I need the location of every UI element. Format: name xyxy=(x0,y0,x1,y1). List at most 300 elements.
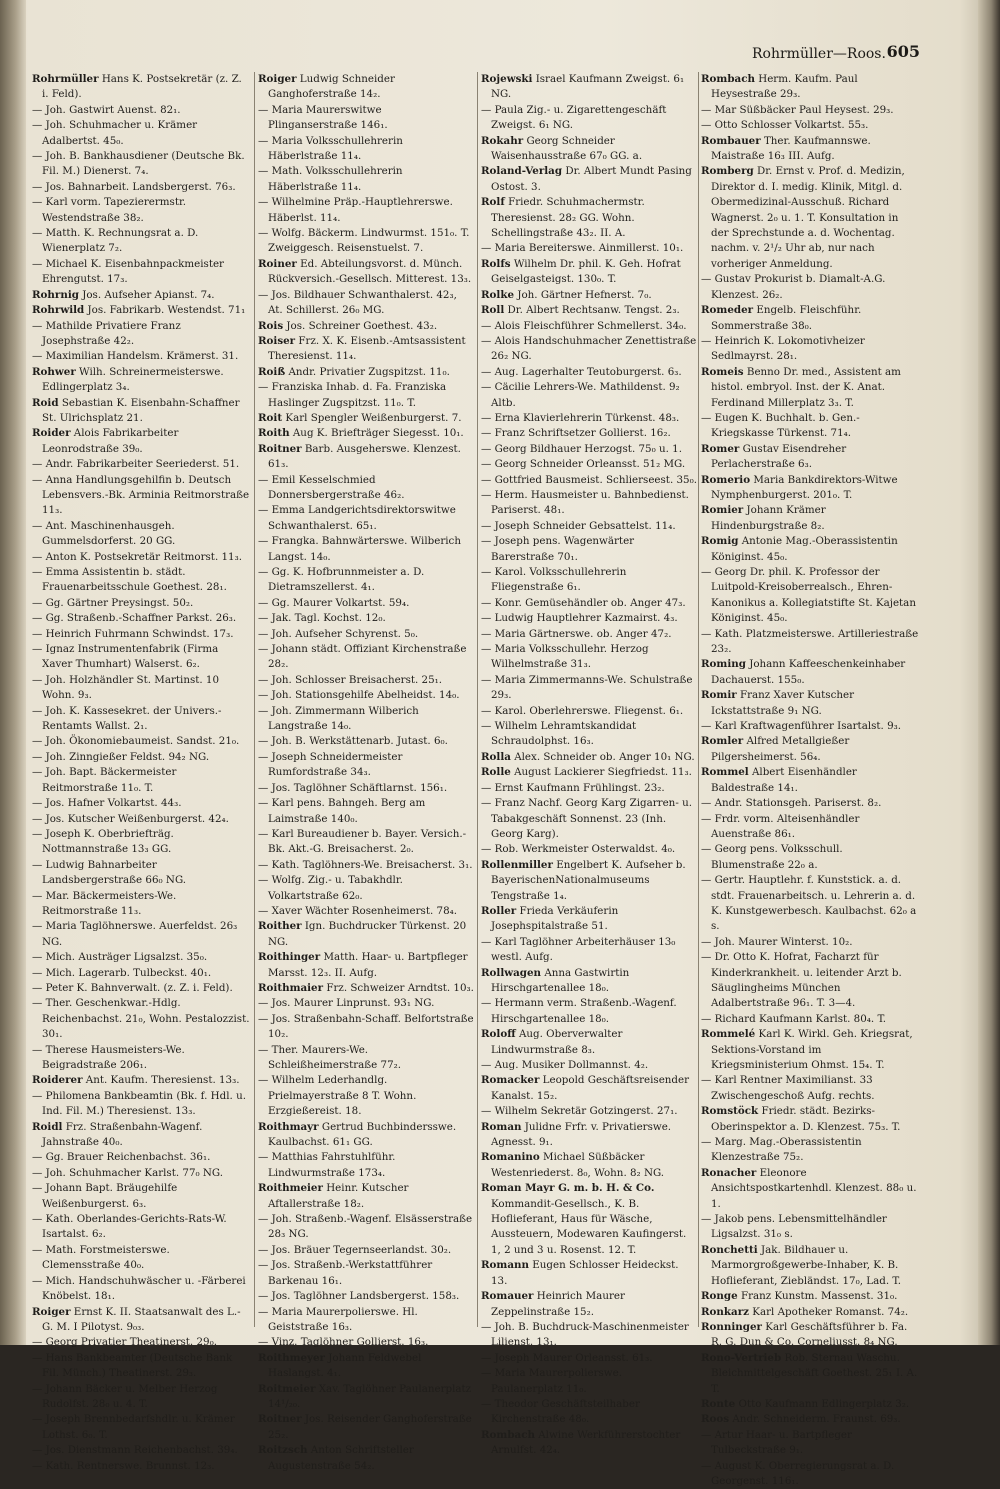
directory-entry xyxy=(701,1459,919,1489)
directory-entry xyxy=(481,673,697,704)
page-edge xyxy=(978,0,1000,1345)
entry-details: — Georg Dr. phil. K. Professor der Luitpold-Kreisoberrealsch., Ehren-Kanonikus a. Kollegiatstifte St. Kajetan Königinst. 45₀. xyxy=(701,566,916,625)
entry-details: — Emil Kesselschmied Donnersbergerstraße 46₂. xyxy=(258,473,405,501)
entry-details: — Wolfg. Zig.- u. Tabakhdlr. Volkartstraße 62₀. xyxy=(258,874,403,902)
directory-entry xyxy=(481,1320,697,1351)
directory-entry xyxy=(258,411,474,426)
entry-details: Jos. Reisender Ganghoferstraße 25₂. xyxy=(268,1413,472,1441)
directory-entry xyxy=(701,473,919,504)
directory-entry xyxy=(481,611,697,626)
directory-entry xyxy=(481,642,697,673)
entry-details: — Joseph Schneidermeister Rumfordstraße 34₃. xyxy=(258,750,403,779)
directory-entry xyxy=(32,981,250,996)
directory-entry xyxy=(32,966,250,981)
entry-details: — Hermann verm. Straßenb.-Wagenf. Hirschgartenallee 18₀. xyxy=(481,997,677,1025)
entry-surname: Romeis xyxy=(701,365,744,378)
directory-entry xyxy=(258,319,474,334)
entry-details: Ant. Kaufm. Theresienst. 13₃. xyxy=(85,1074,240,1087)
entry-details: Barb. Ausgeherswe. Klenzest. 61₃. xyxy=(268,442,461,471)
entry-details: — Jos. Maurer Linprunst. 93₁ NG. xyxy=(258,997,435,1010)
entry-details: — Joh. Gastwirt Auenst. 82₁. xyxy=(32,103,181,116)
entry-details: Johann Feldwebel Haslangst. 4₁. xyxy=(268,1351,422,1380)
entry-details: — Jakob pens. Lebensmittelhändler Ligsalzst. 31₀ s. xyxy=(701,1213,887,1241)
directory-entry xyxy=(32,1043,250,1074)
directory-entry xyxy=(32,1382,250,1413)
directory-entry xyxy=(701,534,919,565)
entry-surname: Rolle xyxy=(481,766,511,779)
directory-entry xyxy=(32,1166,250,1181)
entry-details: — Karol. Oberlehrerswe. Fliegenst. 6₁. xyxy=(481,704,684,717)
directory-entry xyxy=(258,750,474,781)
directory-entry xyxy=(32,473,250,519)
directory-entry xyxy=(32,1305,250,1336)
directory-entry xyxy=(32,611,250,626)
entry-details: — Aug. Lagerhalter Teutoburgerst. 6₃. xyxy=(481,365,682,378)
directory-entry xyxy=(701,796,919,811)
directory-entry xyxy=(481,72,697,103)
entry-details: — Mich. Handschuhwäscher u. -Färberei Knöbelst. 18₁. xyxy=(32,1274,246,1303)
entry-surname: Romauer xyxy=(481,1290,534,1303)
entry-details: — Joh. B. Werkstättenarb. Jutast. 6₀. xyxy=(258,735,448,748)
entry-details: Jos. Fabrikarb. Westendst. 71₁ xyxy=(87,304,246,317)
entry-surname: Ronacher xyxy=(701,1166,757,1179)
entry-details: Gertrud Buchbindersswe. Kaulbachst. 61₁ GG. xyxy=(268,1120,457,1149)
entry-details: Johann Kaffeeschenkeinhaber Dachauerst. 155₀. xyxy=(711,658,906,686)
entry-surname: Roiderer xyxy=(32,1074,83,1087)
directory-entry xyxy=(258,781,474,796)
entry-surname: Rohrmüller xyxy=(32,73,99,85)
entry-surname: Rokahr xyxy=(481,134,524,147)
directory-entry xyxy=(481,1351,697,1366)
directory-entry xyxy=(701,411,919,442)
directory-entry xyxy=(258,257,474,288)
directory-entry xyxy=(258,365,474,380)
entry-details: Ed. Abteilungsvorst. d. Münch. Rückversich.-Gesellsch. Mitterest. 13₃. xyxy=(268,257,472,286)
entry-surname: Ronte xyxy=(701,1397,736,1410)
entry-details: — Wilhelmine Präp.-Hauptlehrerswe. Häberlst. 11₄. xyxy=(258,196,453,224)
directory-entry xyxy=(32,596,250,611)
entry-details: — Wolfg. Bäckerm. Lindwurmst. 151₀. T. Zweiggesch. Reisenstuelst. 7. xyxy=(258,227,470,255)
directory-entry xyxy=(701,118,919,133)
entry-details: Julidne Frfr. v. Privatierswe. Agnesst. 9₁. xyxy=(491,1120,672,1149)
directory-entry xyxy=(701,1305,919,1320)
entry-details: — Joh. Straßenb.-Wagenf. Elsässerstraße 28₃ NG. xyxy=(258,1213,473,1241)
directory-entry xyxy=(258,565,474,596)
directory-entry xyxy=(701,503,919,534)
entry-surname: Rolla xyxy=(481,750,511,763)
entry-surname: Ronkarz xyxy=(701,1305,749,1318)
entry-details: — Otto Schlosser Volkartst. 55₃. xyxy=(701,119,869,132)
directory-entry xyxy=(701,1212,919,1243)
entry-details: — Andr. Stationsgeh. Pariserst. 8₂. xyxy=(701,797,882,810)
entry-details: — Matth. K. Rechnungsrat a. D. Wienerplatz 7₂. xyxy=(32,227,199,255)
directory-entry xyxy=(481,627,697,642)
directory-entry xyxy=(481,1258,697,1289)
entry-details: — Joh. Schlosser Breisacherst. 25₁. xyxy=(258,673,443,686)
entry-surname: Ronge xyxy=(701,1290,738,1303)
directory-entry xyxy=(32,396,250,427)
directory-entry xyxy=(701,765,919,796)
directory-entry xyxy=(701,734,919,765)
entry-details: — Joh. Aufseher Schyrenst. 5₀. xyxy=(258,627,419,640)
directory-entry xyxy=(481,1428,697,1459)
directory-entry xyxy=(701,688,919,719)
entry-surname: Rollwagen xyxy=(481,966,542,979)
entry-details: — Jos. Bahnarbeit. Landsbergerst. 76₃. xyxy=(32,180,236,193)
entry-details: — Cäcilie Lehrers-We. Mathildenst. 9₂ Altb. xyxy=(481,381,680,409)
entry-details: — Gg. Brauer Reichenbachst. 36₁. xyxy=(32,1151,211,1164)
entry-details: Hans K. Postsekretär (z. Z. i. Feld). xyxy=(42,73,242,101)
entry-surname: Ronchetti xyxy=(701,1243,758,1256)
entry-surname: Rohrwild xyxy=(32,304,85,317)
entry-details: — Gg. Maurer Volkartst. 59₄. xyxy=(258,596,410,609)
directory-entry xyxy=(32,257,250,288)
entry-details: — Ludwig Hauptlehrer Kazmairst. 4₃. xyxy=(481,612,678,625)
directory-entry xyxy=(32,118,250,149)
entry-surname: Roiger xyxy=(258,73,297,85)
entry-details: Engelb. Fleischführ. Sommerstraße 38₀. xyxy=(711,304,862,332)
directory-entry xyxy=(258,688,474,703)
entry-details: — Dr. Otto K. Hofrat, Facharzt für Kinderkrankheit. u. leitender Arzt b. Säuglingheims München Adalbertstraße 96₁. T. 3—4. xyxy=(701,951,902,1010)
directory-entry xyxy=(481,1104,697,1119)
entry-surname: Rombach xyxy=(701,73,755,85)
entry-details: Friedr. städt. Bezirks-Oberinspektor a. D. Klenzest. 75₃. T. xyxy=(711,1105,901,1133)
entry-details: — Maria Volksschullehrerin Häberlstraße 11₄. xyxy=(258,134,403,163)
directory-entry xyxy=(701,134,919,165)
entry-surname: Rollenmiller xyxy=(481,858,553,871)
entry-details: — Mar Süßbäcker Paul Heysest. 29₃. xyxy=(701,103,894,116)
column-rule xyxy=(698,72,699,1327)
directory-entry xyxy=(701,1166,919,1212)
directory-entry xyxy=(32,180,250,195)
entry-details: — Vinz. Taglöhner Gollierst. 16₃. xyxy=(258,1336,429,1349)
entry-details: — Johann städt. Offiziant Kirchenstraße 28₂. xyxy=(258,643,467,671)
column-1 xyxy=(32,72,250,1472)
entry-surname: Romacker xyxy=(481,1074,540,1087)
directory-entry xyxy=(481,519,697,534)
entry-details: — Joh. Maurer Winterst. 10₂. xyxy=(701,935,853,948)
entry-details: Heinr. Kutscher Aftallerstraße 18₂. xyxy=(268,1182,409,1210)
entry-surname: Rolfs xyxy=(481,257,511,270)
entry-surname: Roland-Verlag xyxy=(481,165,563,178)
directory-entry xyxy=(701,1320,919,1351)
entry-details: Frz. Schweizer Arndtst. 10₃. xyxy=(326,981,474,994)
entry-surname: Roitzsch xyxy=(258,1444,308,1457)
entry-surname: Roitmeier xyxy=(258,1382,316,1395)
directory-entry xyxy=(32,365,250,396)
entry-details: — Ther. Geschenkwar.-Hdlg. Reichenbachst. 21₀, Wohn. Pestalozzist. 30₁. xyxy=(32,997,250,1041)
directory-entry xyxy=(701,1428,919,1459)
entry-details: — Gg. Gärtner Preysingst. 50₂. xyxy=(32,596,194,609)
directory-entry xyxy=(481,904,697,935)
entry-details: — Ignaz Instrumentenfabrik (Firma Xaver Thumhart) Walserst. 6₂. xyxy=(32,643,219,671)
entry-details: — Alois Handschuhmacher Zenettistraße 26₂ NG. xyxy=(481,334,697,363)
directory-entry xyxy=(32,319,250,350)
entry-details: — Johann Bäcker u. Melber Herzog Rudolfst. 28₀ u. 4. T. xyxy=(32,1382,218,1410)
entry-details: Dr. Ernst v. Prof. d. Medizin, Direktor d. I. medig. Klinik, Mitgl. d. Obermedizinal-Ausschuß. Richard Wagnerst. 2₀ u. 1. T. Konsultation in der Sprechstunde a. d. Wochentag. nachm. v. 2¹/₂ Uhr ab, nur nach vorheriger Anmeldung. xyxy=(711,165,905,270)
entry-surname: Romberg xyxy=(701,165,754,178)
entry-surname: Romstöck xyxy=(701,1105,759,1118)
entry-surname: Romerio xyxy=(701,473,751,486)
directory-entry xyxy=(32,1212,250,1243)
directory-entry xyxy=(258,1382,474,1413)
directory-entry xyxy=(32,796,250,811)
entry-details: Frz. X. K. Eisenb.-Amtsassistent Theresienst. 11₄. xyxy=(268,334,466,363)
entry-details: — Gottfried Bausmeist. Schlierseest. 35₀. xyxy=(481,473,697,486)
directory-entry xyxy=(701,657,919,688)
directory-entry xyxy=(481,473,697,488)
directory-entry xyxy=(701,1073,919,1104)
entry-details: — Eugen K. Buchhalt. b. Gen.-Kriegskasse Türkenst. 71₄. xyxy=(701,411,860,440)
entry-details: — Georg Bildhauer Herzogst. 75₀ u. 1. xyxy=(481,442,682,455)
directory-entry xyxy=(481,858,697,904)
directory-entry xyxy=(481,195,697,241)
entry-details: Dr. Albert Rechtsanw. Tengst. 2₃. xyxy=(507,304,680,317)
entry-details: Karl Geschäftsführer b. Fa. R. G. Dun & Co. Corneliusst. 8₄ NG. xyxy=(711,1320,908,1349)
entry-surname: Roit xyxy=(258,411,283,424)
entry-details: — Joseph K. Oberbriefträg. Nottmannstraße 13₃ GG. xyxy=(32,827,174,856)
entry-details: Albert Eisenhändler Baldestraße 14₁. xyxy=(711,766,857,794)
entry-details: — Andr. Fabrikarbeiter Seeriederst. 51. xyxy=(32,458,240,471)
directory-entry xyxy=(258,1073,474,1119)
directory-entry xyxy=(481,1181,697,1258)
entry-surname: Rommelé xyxy=(701,1028,756,1041)
directory-entry xyxy=(258,950,474,981)
directory-entry xyxy=(701,719,919,734)
entry-surname: Rojewski xyxy=(481,73,533,85)
entry-details: — Emma Assistentin b. städt. Frauenarbeitsschule Goethest. 28₁. xyxy=(32,566,227,594)
entry-details: Frieda Verkäuferin Josephspitalstraße 51. xyxy=(491,904,619,933)
entry-surname: Roiser xyxy=(258,334,296,347)
directory-entry xyxy=(701,72,919,103)
entry-surname: Roloff xyxy=(481,1028,516,1041)
directory-entry xyxy=(481,488,697,519)
entry-details: Rob. Sternau Waschu. Bleichmittelgeschäft Goethest. 25₁ I. A. T. xyxy=(711,1351,918,1395)
entry-details: — Maria Taglöhnerswe. Auerfeldst. 26₃ NG. xyxy=(32,920,238,948)
directory-entry xyxy=(32,673,250,704)
entry-details: — Joh. Zimmermann Wilberich Langstraße 14₀. xyxy=(258,704,419,733)
entry-details: — Mich. Lagerarb. Tulbeckst. 40₁. xyxy=(32,966,212,979)
entry-details: Alex. Schneider ob. Anger 10₁ NG. xyxy=(514,750,695,763)
entry-surname: Romer xyxy=(701,442,740,455)
column-4 xyxy=(701,72,919,1487)
directory-entry xyxy=(32,642,250,673)
entry-details: Aug K. Briefträger Siegesst. 10₁. xyxy=(292,427,464,440)
directory-entry xyxy=(258,226,474,257)
entry-details: — Mathilde Privatiere Franz Josephstraße 42₂. xyxy=(32,319,181,347)
directory-entry xyxy=(258,1443,474,1474)
directory-entry xyxy=(481,1397,697,1428)
entry-details: — Franz Schriftsetzer Gollierst. 16₂. xyxy=(481,427,671,440)
entry-details: — Mar. Bäckermeisters-We. Reitmorstraße 11₃. xyxy=(32,889,177,917)
directory-entry xyxy=(481,565,697,596)
directory-entry xyxy=(258,164,474,195)
directory-entry xyxy=(32,950,250,965)
entry-details: — Franziska Inhab. d. Fa. Franziska Haslinger Zugspitzst. 11₀. T. xyxy=(258,381,447,409)
entry-details: Johann Krämer Hindenburgstraße 8₂. xyxy=(711,504,826,532)
directory-entry xyxy=(701,334,919,365)
entry-details: — Jos. Kutscher Weißenburgerst. 42₄. xyxy=(32,812,229,825)
entry-details: Andr. Schneiderm. Fraunst. 69₃. xyxy=(732,1413,901,1426)
directory-entry xyxy=(258,734,474,749)
entry-details: Ludwig Schneider Ganghoferstraße 14₂. xyxy=(268,73,395,101)
entry-details: — Maria Maurerpolierswe. Hl. Geiststraße 16₃. xyxy=(258,1305,418,1333)
entry-details: — Alois Fleischführer Schmellerst. 34₀. xyxy=(481,319,687,332)
directory-entry xyxy=(258,503,474,534)
entry-details: — Wilhelm Sekretär Gotzingerst. 27₁. xyxy=(481,1105,678,1118)
binding-shadow xyxy=(0,0,26,1345)
entry-details: Engelbert K. Aufseher b. BayerischenNationalmuseums Tengstraße 1₄. xyxy=(491,858,686,902)
directory-entry xyxy=(701,935,919,950)
entry-details: — Hans Bankbeamter (Deutsche Bank Fil. Münch.) Theatinerst. 29₃. xyxy=(32,1351,233,1380)
directory-entry xyxy=(32,734,250,749)
directory-entry xyxy=(32,519,250,550)
entry-details: Xav. Taglöhner Paulanerplatz 14¹/₂₀. xyxy=(268,1382,472,1410)
entry-details: Wilhelm Dr. phil. K. Geh. Hofrat Geiselgasteigst. 130₀. T. xyxy=(491,257,681,286)
entry-details: Gustav Eisendreher Perlacherstraße 6₃. xyxy=(711,442,847,471)
entry-details: — Ant. Maschinenhausgeh. Gummelsdorferst. 20 GG. xyxy=(32,519,176,548)
entry-details: — Xaver Wächter Rosenheimerst. 78₄. xyxy=(258,904,458,917)
entry-details: Alwine Werkführerstochter Arnulfst. 42₄. xyxy=(491,1428,681,1457)
entry-details: Maria Bankdirektors-Witwe Nymphenburgerst. 201₀. T. xyxy=(711,473,898,501)
directory-entry xyxy=(32,1243,250,1274)
directory-entry xyxy=(32,704,250,735)
directory-entry xyxy=(32,812,250,827)
directory-entry xyxy=(32,349,250,364)
entry-details: Heinrich Maurer Zeppelinstraße 15₂. xyxy=(491,1290,625,1318)
directory-entry xyxy=(258,1258,474,1289)
entry-details: — Kath. Rentnerswe. Brunnst. 12₃. xyxy=(32,1459,215,1472)
entry-details: — Joh. Schuhmacher u. Krämer Adalbertst. 45₀. xyxy=(32,119,198,147)
directory-entry xyxy=(32,426,250,457)
entry-details: — Frangka. Bahnwärterswe. Wilberich Langst. 14₀. xyxy=(258,535,461,563)
directory-entry xyxy=(701,442,919,473)
entry-details: — Emma Landgerichtsdirektorswitwe Schwanthalerst. 65₁. xyxy=(258,504,456,532)
directory-entry xyxy=(258,288,474,319)
entry-details: — Franz Nachf. Georg Karg Zigarren- u. Tabakgeschäft Sonnenst. 23 (Inh. Georg Karg). xyxy=(481,797,692,840)
entry-details: Kommandit-Gesellsch., K. B. Hoflieferant, Haus für Wäsche, Aussteuern, Modewaren Kaufingerst. 1, 2 und 3 u. Rosenst. 12. T. xyxy=(491,1197,687,1256)
entry-surname: Rombach xyxy=(481,1428,535,1441)
entry-details: — Karl Bureaudiener b. Bayer. Versich.-Bk. Akt.-G. Breisacherst. 2₀. xyxy=(258,827,467,856)
entry-surname: Rohwer xyxy=(32,365,76,378)
entry-details: — Maria Volksschullehr. Herzog Wilhelmstraße 31₃. xyxy=(481,643,649,671)
entry-surname: Romler xyxy=(701,735,744,748)
directory-entry xyxy=(32,1181,250,1212)
entry-details: — Karl Taglöhner Arbeiterhäuser 13₀ westl. Aufg. xyxy=(481,935,676,964)
directory-entry xyxy=(258,1012,474,1043)
entry-details: — Johann Bapt. Bräugehilfe Weißenburgerst. 6₃. xyxy=(32,1182,178,1210)
directory-entry xyxy=(32,565,250,596)
directory-entry xyxy=(258,596,474,611)
directory-entry xyxy=(32,1120,250,1151)
directory-entry xyxy=(481,241,697,256)
directory-entry xyxy=(32,1150,250,1165)
directory-entry xyxy=(481,134,697,165)
entry-surname: Romanino xyxy=(481,1151,540,1164)
entry-details: — Gustav Prokurist b. Diamalt-A.G. Klenzest. 26₂. xyxy=(701,273,886,301)
directory-entry xyxy=(258,334,474,365)
entry-details: — Wilhelm Lehramtskandidat Schraudolphst. 16₃. xyxy=(481,720,637,748)
directory-entry xyxy=(481,426,697,441)
entry-details: — Maximilian Handelsm. Krämerst. 31. xyxy=(32,350,239,363)
entry-details: — Kath. Taglöhners-We. Breisacherst. 3₁. xyxy=(258,858,473,871)
directory-entry xyxy=(32,550,250,565)
column-2 xyxy=(258,72,474,1472)
entry-details: Sebastian K. Eisenbahn-Schaffner St. Ulrichsplatz 21. xyxy=(42,396,240,424)
entry-details: — Karl Kraftwagenführer Isartalst. 9₃. xyxy=(701,720,902,733)
directory-entry xyxy=(481,103,697,134)
directory-entry xyxy=(258,1412,474,1443)
entry-details: Otto Kaufmann Edlingerplatz 3₂. xyxy=(738,1397,910,1410)
directory-entry xyxy=(32,1351,250,1382)
directory-entry xyxy=(481,1150,697,1181)
directory-entry xyxy=(258,1305,474,1336)
directory-entry xyxy=(481,365,697,380)
entry-surname: Roitner xyxy=(258,442,302,455)
entry-details: — Maria Zimmermanns-We. Schulstraße 29₃. xyxy=(481,673,693,702)
directory-entry xyxy=(32,457,250,472)
entry-surname: Roiß xyxy=(258,365,286,378)
entry-details: — Matthias Fahrstuhlführ. Lindwurmstraße 173₄. xyxy=(258,1151,396,1179)
entry-details: — Theodor Geschäftsteilhaber Kirchenstraße 48₀. xyxy=(481,1397,640,1426)
entry-surname: Romier xyxy=(701,504,744,517)
entry-details: — Math. Volksschullehrerin Häberlstraße 11₄. xyxy=(258,165,403,193)
entry-details: — Herm. Hausmeister u. Bahnbedienst. Pariserst. 48₁. xyxy=(481,488,689,517)
directory-entry xyxy=(481,288,697,303)
entry-surname: Roithmeier xyxy=(258,1182,323,1195)
entry-details: — Anton K. Postsekretär Reitmorst. 11₃. xyxy=(32,550,242,563)
entry-details: — Joh. Ökonomiebaumeist. Sandst. 21₀. xyxy=(32,735,240,748)
entry-surname: Romig xyxy=(701,535,739,548)
entry-details: Andr. Privatier Zugspitzst. 11₀. xyxy=(288,365,450,378)
directory-entry xyxy=(32,1412,250,1443)
directory-entry xyxy=(258,534,474,565)
directory-entry xyxy=(701,1012,919,1027)
directory-entry xyxy=(481,966,697,997)
directory-entry xyxy=(481,750,697,765)
entry-details: Friedr. Schuhmachermstr. Theresienst. 28₂ GG. Wohn. Schellingstraße 43₂. II. A. xyxy=(491,196,645,240)
directory-entry xyxy=(32,1274,250,1305)
entry-surname: Roid xyxy=(32,396,59,409)
directory-entry xyxy=(32,765,250,796)
directory-entry xyxy=(258,442,474,473)
entry-details: — Maria Maurerpolierswe. Paulanerplatz 11₀. xyxy=(481,1367,622,1395)
entry-surname: Romir xyxy=(701,689,737,702)
directory-entry xyxy=(32,288,250,303)
entry-surname: Roithmeyer xyxy=(258,1351,325,1364)
directory-entry xyxy=(481,935,697,966)
directory-entry xyxy=(701,103,919,118)
directory-entry xyxy=(32,919,250,950)
entry-surname: Roiger xyxy=(32,1305,71,1318)
directory-entry xyxy=(481,996,697,1027)
entry-details: Jak. Bildhauer u. Marmorgroßgewerbe-Inhaber, K. B. Hoflieferant, Ziebländst. 17₀, Lad. T. xyxy=(711,1243,901,1287)
directory-entry xyxy=(32,1443,250,1458)
directory-entry xyxy=(32,149,250,180)
entry-surname: Rois xyxy=(258,319,284,332)
entry-details: — Karl vorm. Tapezierermstr. Westendstraße 38₂. xyxy=(32,196,187,224)
entry-surname: Roll xyxy=(481,304,505,317)
directory-entry xyxy=(258,103,474,134)
entry-details: — Erna Klavierlehrerin Türkenst. 48₃. xyxy=(481,411,680,424)
entry-details: Wilh. Schreinermeisterswe. Edlingerplatz 3₄. xyxy=(42,365,224,394)
entry-details: — August K. Oberregierungsrat a. D. Georgenst. 116₁. xyxy=(701,1459,895,1487)
directory-entry xyxy=(481,319,697,334)
directory-entry xyxy=(481,704,697,719)
directory-entry xyxy=(258,1351,474,1382)
directory-entry xyxy=(32,72,250,103)
directory-entry xyxy=(481,164,697,195)
